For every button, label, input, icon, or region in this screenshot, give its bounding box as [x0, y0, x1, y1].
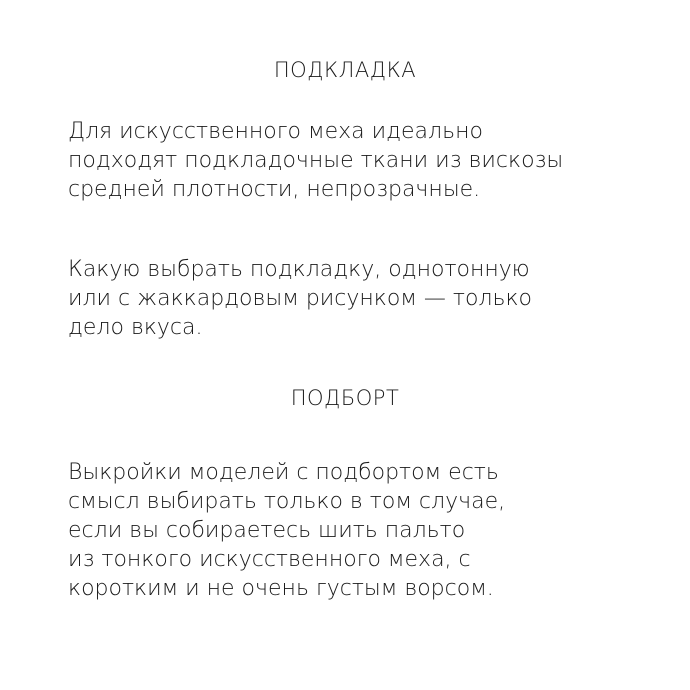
text-line: смысл выбирать только в том случае, — [68, 489, 506, 514]
text-line: Какую выбрать подкладку, однотонную — [68, 257, 530, 282]
text-line: из тонкого искусственного меха, с — [68, 547, 471, 572]
text-line: если вы собираетесь шить пальто — [68, 518, 466, 543]
paragraph-lining-choice — [68, 255, 532, 342]
text-line: Для искусственного меха идеально — [68, 119, 483, 144]
text-line: коротким и не очень густым ворсом. — [68, 576, 494, 601]
paragraph-lining-fabric — [68, 117, 563, 204]
text-line: Выкройки моделей с подбортом есть — [68, 460, 499, 485]
text-line: подходят подкладочные ткани из вискозы — [68, 148, 564, 173]
text-line: или с жаккардовым рисунком — только — [68, 286, 532, 311]
text-line: дело вкуса. — [68, 315, 203, 340]
text-line: средней плотности, непрозрачные. — [68, 177, 481, 202]
section-heading-lining: ПОДКЛАДКА — [273, 58, 417, 82]
section-heading-facing: ПОДБОРТ — [290, 386, 400, 410]
paragraph-facing — [68, 458, 505, 603]
